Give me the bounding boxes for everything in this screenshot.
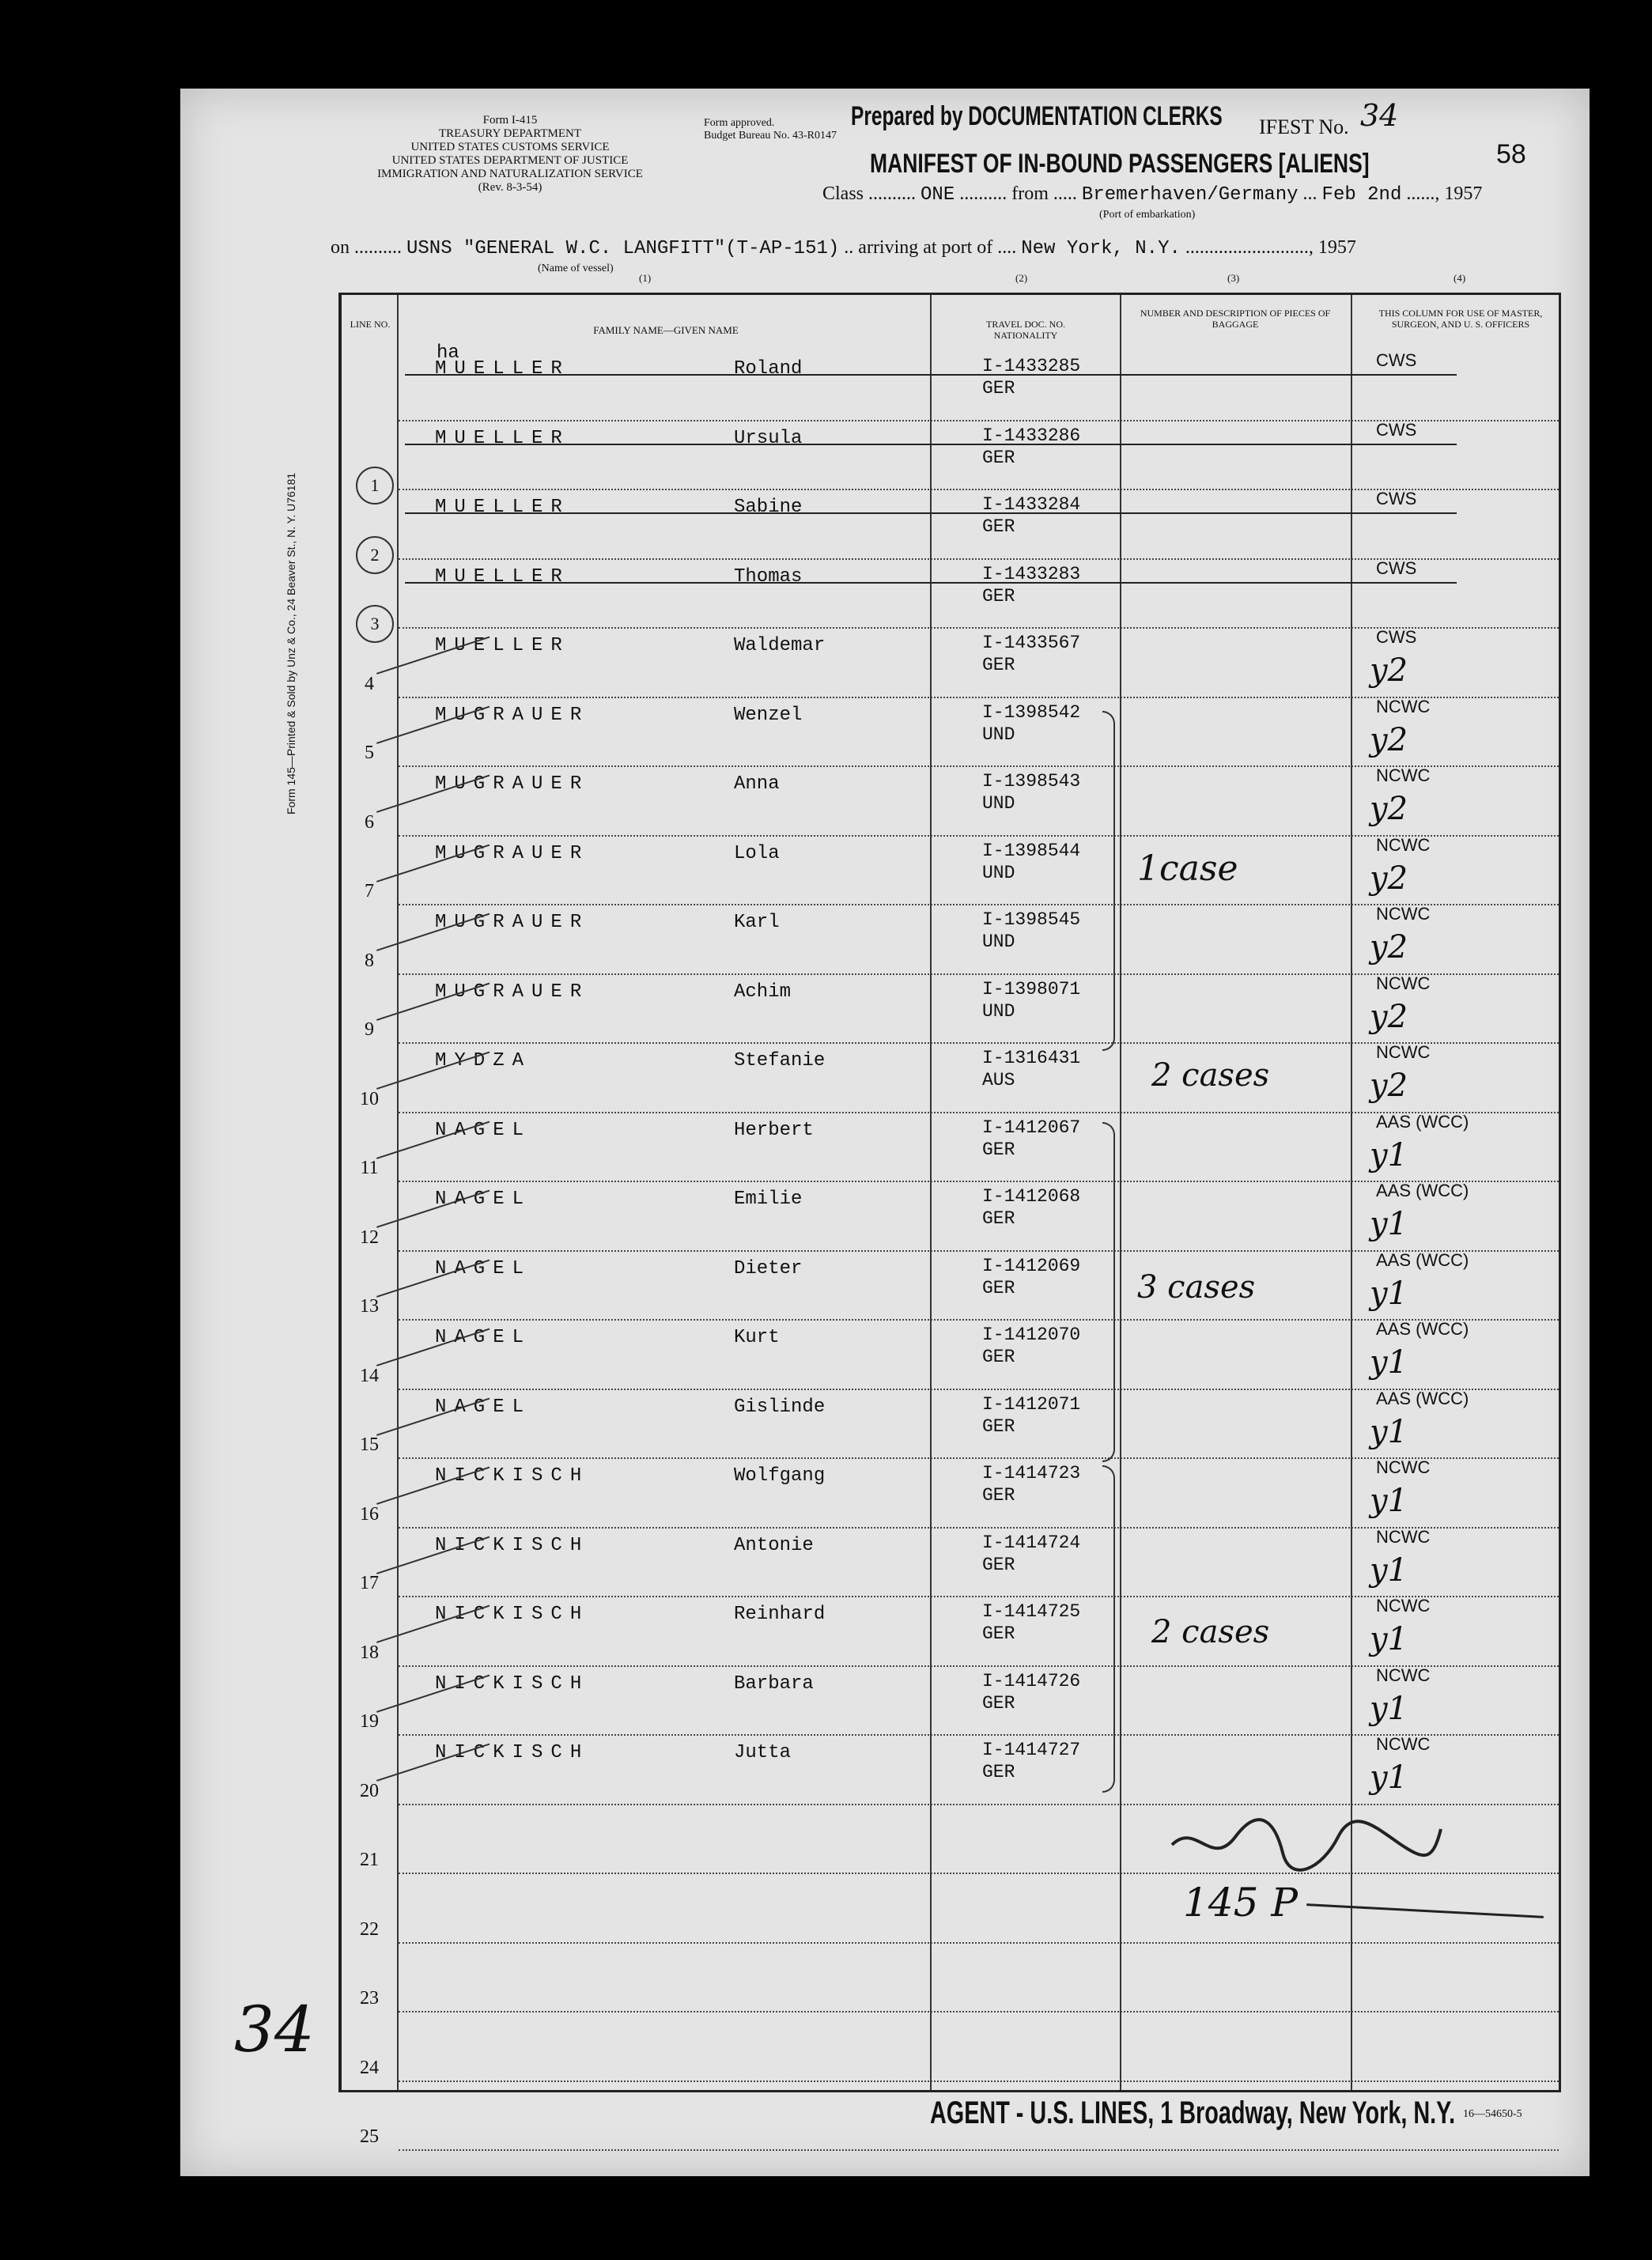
printer-imprint: Form 145—Printed & Sold by Unz & Co., 24 Beaver St., N. Y. U76181 xyxy=(285,472,297,814)
given-name: Reinhard xyxy=(734,1604,826,1625)
travel-doc-no: I-1412071 xyxy=(982,1393,1081,1415)
table-row xyxy=(342,489,1559,565)
vessel-line: on .......... USNS "GENERAL W.C. LANGFITT"(T-AP-151) .. arriving at port of .... New York, N.Y. .........................., 1957 xyxy=(331,237,1356,259)
officer-initial: y2 xyxy=(1370,721,1408,758)
table-row xyxy=(342,1113,1559,1183)
table-row xyxy=(342,629,1559,698)
nationality: GER xyxy=(982,1415,1015,1437)
table-row xyxy=(342,834,1559,906)
signature-note: 145 P xyxy=(1183,1880,1298,1926)
manifest-no-label: IFEST No. xyxy=(1259,115,1349,138)
officer-code: NCWC xyxy=(1376,1457,1431,1477)
given-name: Barbara xyxy=(734,1672,814,1695)
col-num-1: (1) xyxy=(639,272,652,284)
col-num-4: (4) xyxy=(1454,272,1466,284)
officer-code: AAS (WCC) xyxy=(1376,1388,1469,1408)
officer-code: NCWC xyxy=(1376,1596,1431,1616)
arrival-port: New York, N.Y. xyxy=(1021,238,1181,259)
officer-code: NCWC xyxy=(1376,904,1431,924)
year-value: 57 xyxy=(1463,183,1483,204)
baggage-note-mydza: 2 cases xyxy=(1151,1057,1270,1094)
approved-line2: Budget Bureau No. 43-R0147 xyxy=(704,130,837,142)
travel-doc xyxy=(982,1532,1080,1576)
row-rule xyxy=(399,2149,1559,2151)
table-row xyxy=(342,698,1559,768)
officer-code: NCWC xyxy=(1376,1734,1431,1754)
officer-code: CWS xyxy=(1376,350,1417,370)
family-name: NICKISCH xyxy=(435,1534,590,1556)
travel-doc xyxy=(982,840,1080,884)
line-number: 25 xyxy=(360,2126,379,2147)
line-number: 23 xyxy=(360,1988,379,2009)
table-row xyxy=(342,1249,1559,1321)
travel-doc-no: I-1433283 xyxy=(982,563,1081,584)
travel-doc xyxy=(982,909,1080,953)
line-number: 14 xyxy=(360,1365,379,1386)
nationality: UND xyxy=(982,862,1015,883)
given-name: Jutta xyxy=(734,1742,792,1763)
family-name: NAGEL xyxy=(435,1396,532,1418)
travel-doc xyxy=(982,355,1080,399)
travel-doc xyxy=(982,1117,1080,1161)
line-number: 19 xyxy=(360,1711,379,1732)
travel-doc xyxy=(982,1462,1080,1506)
given-name: Waldemar xyxy=(734,635,826,656)
travel-doc-no: I-1433284 xyxy=(982,494,1081,515)
given-name: Roland xyxy=(734,358,803,380)
nationality: GER xyxy=(982,516,1015,537)
strikethrough-line xyxy=(405,512,1457,514)
officer-initial: y2 xyxy=(1370,1068,1408,1104)
officer-code: NCWC xyxy=(1376,834,1431,855)
officer-initial: y2 xyxy=(1370,929,1408,966)
baggage-note-nagel: 3 cases xyxy=(1137,1269,1256,1306)
col-num-2: (2) xyxy=(1015,272,1028,284)
table-row xyxy=(342,1736,1559,1805)
signature-svg xyxy=(1164,1813,1449,1876)
family-name: NICKISCH xyxy=(435,1465,590,1487)
travel-doc-no: I-1433567 xyxy=(982,633,1081,653)
family-name: MUELLER xyxy=(435,497,570,518)
from-value: Bremerhaven/Germany xyxy=(1081,184,1299,206)
strikethrough-line xyxy=(405,444,1457,445)
table-row xyxy=(342,1526,1559,1598)
vessel-caption: (Name of vessel) xyxy=(538,263,614,274)
col-num-3: (3) xyxy=(1227,272,1240,284)
given-name: Anna xyxy=(734,773,780,795)
nationality: GER xyxy=(982,447,1015,468)
travel-doc-no: I-1412067 xyxy=(982,1117,1081,1138)
corner-mark: 34 xyxy=(234,1993,315,2066)
brace-mugrauer xyxy=(1102,711,1115,1051)
officer-initial: y1 xyxy=(1370,1413,1408,1450)
line-number: 16 xyxy=(360,1503,379,1525)
nationality: GER xyxy=(982,1277,1015,1298)
line-number: 7 xyxy=(365,881,374,901)
travel-doc xyxy=(982,632,1080,676)
family-name: NAGEL xyxy=(435,1257,532,1279)
family-name: MUELLER xyxy=(435,358,570,380)
prepared-by-stamp: Prepared by DOCUMENTATION CLERKS xyxy=(851,101,1223,131)
given-name: Ursula xyxy=(734,427,803,449)
nationality: UND xyxy=(982,724,1015,745)
given-name: Achim xyxy=(734,981,792,1003)
table-row xyxy=(342,1390,1559,1460)
given-name: Antonie xyxy=(734,1534,814,1556)
travel-doc xyxy=(982,1601,1080,1645)
officer-code: AAS (WCC) xyxy=(1376,1249,1469,1270)
line-number: 5 xyxy=(365,743,374,763)
table-row xyxy=(342,1459,1559,1529)
travel-doc xyxy=(982,1670,1080,1714)
given-name: Lola xyxy=(734,842,780,864)
family-name: MUGRAUER xyxy=(435,704,590,726)
travel-doc-no: I-1316431 xyxy=(982,1048,1081,1068)
baggage-note-mugrauer: 1case xyxy=(1137,848,1238,889)
table-row xyxy=(342,1321,1559,1390)
footer-agent xyxy=(930,2096,1455,2131)
justice-dept: UNITED STATES DEPARTMENT OF JUSTICE xyxy=(391,154,629,167)
line-no-circled: 1 xyxy=(356,467,394,505)
line-number: 10 xyxy=(360,1088,379,1109)
travel-doc xyxy=(982,1324,1080,1368)
nationality: GER xyxy=(982,1623,1015,1644)
travel-doc-no: I-1414727 xyxy=(982,1740,1081,1760)
officer-initial: y1 xyxy=(1370,1483,1408,1519)
port-embark-caption: (Port of embarkation) xyxy=(1099,209,1196,221)
family-name: MUELLER xyxy=(435,565,570,588)
line-number: 9 xyxy=(365,1019,374,1040)
treasury-dept: TREASURY DEPARTMENT xyxy=(438,127,582,140)
header-travel-doc: TRAVEL DOC. NO. NATIONALITY xyxy=(985,319,1065,341)
form-number: Form I-415 xyxy=(482,114,538,127)
table-row xyxy=(342,419,1559,495)
line-number: 21 xyxy=(360,1850,379,1870)
officer-initial: y1 xyxy=(1370,1621,1408,1657)
table-row xyxy=(342,1182,1559,1252)
nationality: GER xyxy=(982,378,1015,399)
nationality: UND xyxy=(982,793,1015,814)
line-number: 18 xyxy=(360,1642,379,1663)
given-name: Thomas xyxy=(734,565,803,588)
form-header-left xyxy=(324,114,696,195)
table-row xyxy=(342,557,1559,633)
line-no-circled: 3 xyxy=(356,605,394,643)
travel-doc xyxy=(982,563,1080,607)
line-number: 20 xyxy=(360,1780,379,1801)
nationality: UND xyxy=(982,932,1015,952)
class-value: ONE xyxy=(921,184,955,206)
family-name: NAGEL xyxy=(435,1327,532,1348)
line-number: 8 xyxy=(365,950,374,971)
officer-initial: y1 xyxy=(1370,1136,1408,1173)
nationality: GER xyxy=(982,1347,1015,1367)
officer-initial: y1 xyxy=(1370,1759,1408,1796)
officer-code: CWS xyxy=(1376,627,1417,647)
travel-doc-no: I-1433285 xyxy=(982,356,1081,376)
on-label: on xyxy=(331,237,350,258)
table-row xyxy=(342,905,1559,975)
footer-code: 16—54650-5 xyxy=(1463,2108,1522,2120)
brace-nagel xyxy=(1102,1122,1115,1462)
form-approved xyxy=(704,117,837,142)
class-line: Class .......... ONE .......... from ..... Bremerhaven/Germany ... Feb 2nd ......, 1957 xyxy=(822,183,1483,206)
travel-doc xyxy=(982,701,1080,746)
officer-initial: y1 xyxy=(1370,1551,1408,1589)
family-name: NICKISCH xyxy=(435,1742,590,1763)
travel-doc-no: I-1414724 xyxy=(982,1532,1081,1553)
officer-code: NCWC xyxy=(1376,765,1431,785)
travel-doc xyxy=(982,770,1080,814)
travel-doc-no: I-1414726 xyxy=(982,1670,1081,1691)
family-name: MUGRAUER xyxy=(435,912,590,933)
travel-doc xyxy=(982,1255,1080,1299)
travel-doc-no: I-1398545 xyxy=(982,909,1081,930)
class-label: Class xyxy=(822,183,864,204)
year-prefix: 19 xyxy=(1444,183,1464,204)
officer-initial: y2 xyxy=(1370,652,1408,689)
nationality: GER xyxy=(982,655,1015,675)
given-name: Sabine xyxy=(734,497,803,518)
family-name: MUGRAUER xyxy=(435,773,590,795)
given-name: Stefanie xyxy=(734,1050,826,1071)
travel-doc-no: I-1414725 xyxy=(982,1601,1081,1622)
officer-code: CWS xyxy=(1376,419,1417,440)
header-officers: THIS COLUMN FOR USE OF MASTER, SURGEON, AND U. S. OFFICERS xyxy=(1378,308,1543,330)
header-name: FAMILY NAME—GIVEN NAME xyxy=(593,324,739,336)
nationality: GER xyxy=(982,1762,1015,1782)
travel-doc-no: I-1398543 xyxy=(982,771,1081,792)
given-name: Karl xyxy=(734,912,780,933)
family-name: NAGEL xyxy=(435,1119,532,1141)
approved-line1: Form approved. xyxy=(704,117,775,129)
travel-doc xyxy=(982,493,1080,538)
table-row xyxy=(342,975,1559,1045)
officer-initial: y2 xyxy=(1370,791,1408,827)
table-row xyxy=(342,767,1559,837)
travel-doc-no: I-1433286 xyxy=(982,425,1081,446)
officer-code: NCWC xyxy=(1376,1665,1431,1685)
officer-initial: y1 xyxy=(1370,1344,1408,1381)
strikethrough-line xyxy=(405,374,1457,376)
table-row xyxy=(342,1597,1559,1667)
table-row xyxy=(342,352,1559,421)
line-number: 24 xyxy=(360,2057,379,2078)
officer-initial: y1 xyxy=(1370,1206,1408,1242)
line-no-circled: 2 xyxy=(356,536,394,574)
line-number: 6 xyxy=(365,811,374,833)
header-baggage: NUMBER AND DESCRIPTION OF PIECES OF BAGGAGE xyxy=(1140,308,1331,330)
officer-initial: y2 xyxy=(1370,998,1408,1035)
family-name: NICKISCH xyxy=(435,1604,590,1625)
line-number: 15 xyxy=(360,1434,379,1455)
travel-doc-no: I-1412069 xyxy=(982,1255,1081,1276)
officer-code: NCWC xyxy=(1376,973,1431,993)
travel-doc-no: I-1412070 xyxy=(982,1325,1081,1345)
officer-initial: y2 xyxy=(1370,860,1408,897)
officer-code: AAS (WCC) xyxy=(1376,1111,1469,1132)
nationality: UND xyxy=(982,1000,1015,1022)
nationality: GER xyxy=(982,1485,1015,1506)
travel-doc-no: I-1414723 xyxy=(982,1463,1081,1483)
family-name: MUGRAUER xyxy=(435,842,590,864)
date-value: Feb 2nd xyxy=(1321,184,1402,206)
travel-doc xyxy=(982,978,1080,1022)
customs-service: UNITED STATES CUSTOMS SERVICE xyxy=(410,141,610,153)
travel-doc-no: I-1398071 xyxy=(982,978,1081,1000)
family-name: NICKISCH xyxy=(435,1672,590,1695)
manifest-title: MANIFEST OF IN-BOUND PASSENGERS [ALIENS] xyxy=(870,149,1370,179)
page-number: 58 xyxy=(1496,139,1526,169)
nationality: GER xyxy=(982,1208,1015,1229)
family-name: NAGEL xyxy=(435,1189,532,1210)
officer-code: CWS xyxy=(1376,557,1417,578)
officer-code: NCWC xyxy=(1376,1526,1431,1547)
from-label: from xyxy=(1011,183,1049,204)
line-number: 11 xyxy=(360,1158,379,1178)
nationality: GER xyxy=(982,1554,1015,1575)
year2-value: 57 xyxy=(1336,237,1356,258)
baggage-note-nickisch: 2 cases xyxy=(1151,1614,1270,1650)
given-name: Wenzel xyxy=(734,704,803,726)
line-number: 4 xyxy=(365,673,374,694)
officer-initial: y1 xyxy=(1370,1275,1408,1312)
officer-code: AAS (WCC) xyxy=(1376,1181,1469,1200)
strikethrough-line xyxy=(405,582,1457,584)
travel-doc xyxy=(982,1739,1080,1783)
line-number: 17 xyxy=(360,1573,379,1593)
given-name: Gislinde xyxy=(734,1396,826,1418)
family-name: MYDZA xyxy=(435,1050,532,1071)
officer-code: CWS xyxy=(1376,489,1417,508)
ins-service: IMMIGRATION AND NATURALIZATION SERVICE xyxy=(377,168,643,180)
officer-code: NCWC xyxy=(1376,696,1431,716)
family-name: MUELLER xyxy=(435,635,570,656)
family-name: MUGRAUER xyxy=(435,981,590,1003)
revision-date: (Rev. 8-3-54) xyxy=(478,181,542,194)
line-number: 13 xyxy=(360,1296,379,1317)
travel-doc-no: I-1398544 xyxy=(982,840,1081,861)
table-row xyxy=(342,1044,1559,1113)
vessel-name: USNS "GENERAL W.C. LANGFITT"(T-AP-151) xyxy=(406,238,840,259)
travel-doc xyxy=(982,425,1080,469)
signature-scrawl xyxy=(1164,1813,1449,1888)
arriving-label: arriving at port of xyxy=(858,237,993,258)
table-row xyxy=(342,1667,1559,1737)
travel-doc-no: I-1398542 xyxy=(982,701,1081,723)
officer-code: NCWC xyxy=(1376,1042,1431,1062)
brace-nickisch xyxy=(1102,1465,1115,1793)
officer-code: AAS (WCC) xyxy=(1376,1319,1469,1339)
travel-doc xyxy=(982,1047,1080,1091)
given-name: Wolfgang xyxy=(734,1465,826,1487)
officer-initial: y1 xyxy=(1370,1690,1408,1727)
given-name: Emilie xyxy=(734,1189,803,1210)
line-number: 22 xyxy=(360,1918,379,1940)
table-row xyxy=(342,1944,1559,2013)
nationality: GER xyxy=(982,585,1015,607)
given-name: Dieter xyxy=(734,1257,803,1279)
header-line-no: LINE NO. xyxy=(350,319,391,330)
manifest-no-value: 34 xyxy=(1360,98,1399,133)
header-note-ha: ha xyxy=(437,342,459,364)
given-name: Kurt xyxy=(734,1327,780,1348)
travel-doc-no: I-1412068 xyxy=(982,1186,1081,1207)
travel-doc xyxy=(982,1185,1080,1230)
footer-agent-text: AGENT - U.S. LINES, 1 Broadway, New York, N.Y. xyxy=(930,2096,1456,2130)
nationality: GER xyxy=(982,1139,1015,1160)
line-number: 12 xyxy=(360,1226,379,1248)
family-name: MUELLER xyxy=(435,427,570,449)
nationality: AUS xyxy=(982,1070,1015,1090)
table-row xyxy=(342,2012,1559,2082)
nationality: GER xyxy=(982,1692,1015,1714)
given-name: Herbert xyxy=(734,1119,814,1141)
year2-prefix: 19 xyxy=(1317,237,1337,258)
travel-doc xyxy=(982,1393,1080,1438)
